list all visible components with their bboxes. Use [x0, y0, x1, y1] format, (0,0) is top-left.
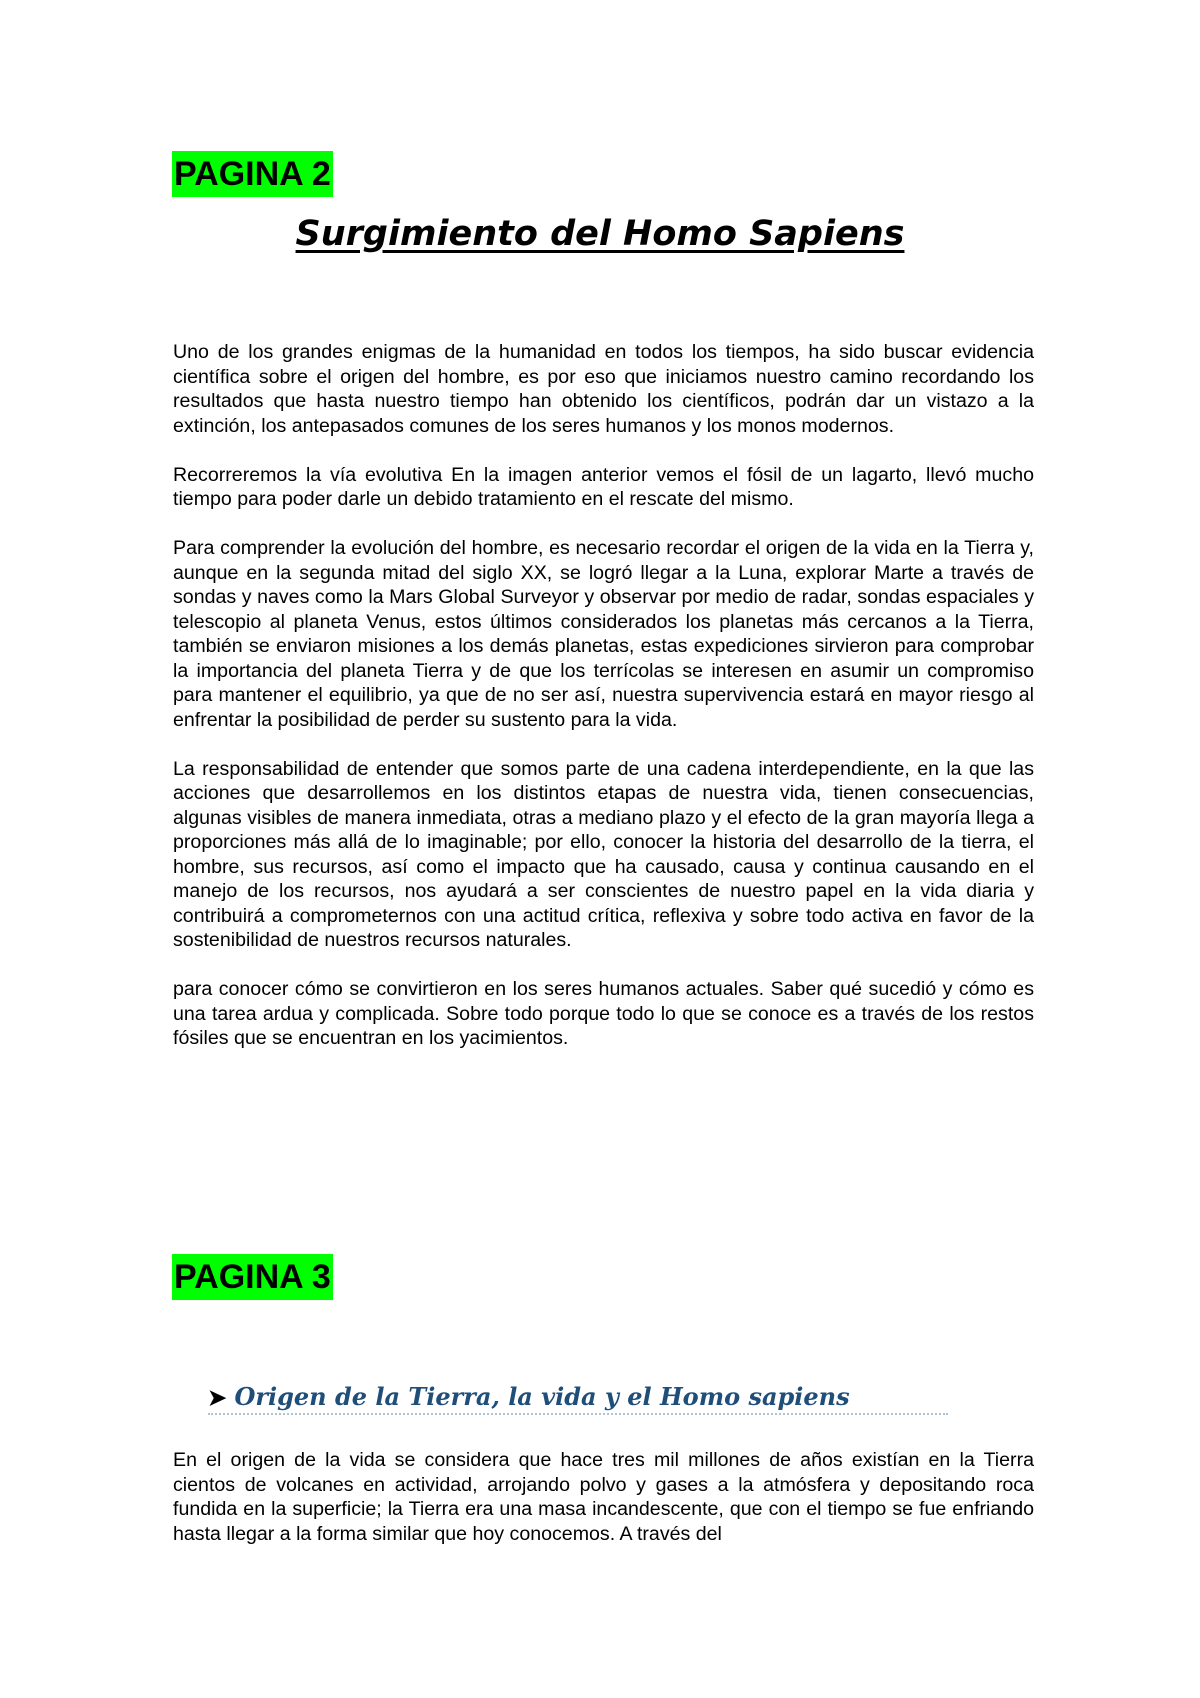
arrow-bullet-icon: ➤ — [208, 1385, 227, 1411]
page-2-label: PAGINA 2 — [172, 151, 333, 197]
paragraph-3: Para comprender la evolución del hombre, es necesario recordar el origen de la vida en la Tierra y, aunque en la segunda mitad del siglo XX, se logró llegar a la Luna, explorar Marte a través de sondas y naves como la Mars Global Surveyor y observar por medio de radar, sondas espaciales y telescopio al planeta Venus, estos últimos considerados los planetas más cercanos a la Tierra, también se enviaron misiones a los demás planetas, estas expediciones sirvieron para comprobar la importancia del planeta Tierra y de que los terrícolas se interesen en asumir un compromiso para mantener el equilibrio, ya que de no ser así, nuestra supervivencia estará en mayor riesgo al enfrentar la posibilidad de perder su sustento para la vida. — [173, 537, 1034, 731]
paragraph-5: para conocer cómo se convirtieron en los seres humanos actuales. Saber qué sucedió y cómo es una tarea ardua y complicada. Sobre todo porque todo lo que se conoce es a través de los restos fósiles que se encuentran en los yacimientos. — [173, 978, 1034, 1049]
page-2-body — [173, 340, 1034, 1075]
paragraph-4: La responsabilidad de entender que somos parte de una cadena interdependiente, en la que las acciones que desarrollemos en los distintos etapas de nuestra vida, tienen consecuencias, algunas visibles de manera inmediata, otras a mediano plazo y el efecto de la gran mayoría llega a proporciones más allá de lo imaginable; por ello, conocer la historia del desarrollo de la tierra, el hombre, sus recursos, así como el impacto que ha causado, causa y continua causando en el manejo de los recursos, nos ayudará a ser conscientes de nuestro papel en la vida diaria y contribuirá a comprometernos con una actitud crítica, reflexiva y sobre todo activa en favor de la sostenibilidad de nuestros recursos naturales. — [173, 757, 1034, 951]
page-3-body — [173, 1448, 1034, 1571]
page-3-label: PAGINA 3 — [172, 1254, 333, 1300]
document-title: Surgimiento del Homo Sapiens — [295, 214, 905, 254]
paragraph-1: Uno de los grandes enigmas de la humanidad en todos los tiempos, ha sido buscar evidencia científica sobre el origen del hombre, es por eso que iniciamos nuestro camino recordando los resultados que hasta nuestro tiempo han obtenido los científicos, podrán dar un vistazo a la extinción, los antepasados comunes de los seres humanos y los monos modernos. — [173, 341, 1034, 437]
paragraph-6: En el origen de la vida se considera que hace tres mil millones de años existían en la Tierra cientos de volcanes en actividad, arrojando polvo y gases a la atmósfera y depositando roca fundida en la superficie; la Tierra era una masa incandescente, que con el tiempo se fue enfriando hasta llegar a la forma similar que hoy conocemos. A través del — [173, 1449, 1034, 1545]
section-heading — [208, 1382, 948, 1415]
section-heading-text: Origen de la Tierra, la vida y el Homo sapiens — [234, 1382, 850, 1411]
paragraph-2: Recorreremos la vía evolutiva En la imagen anterior vemos el fósil de un lagarto, llevó mucho tiempo para poder darle un debido tratamiento en el rescate del mismo. — [173, 463, 1034, 510]
